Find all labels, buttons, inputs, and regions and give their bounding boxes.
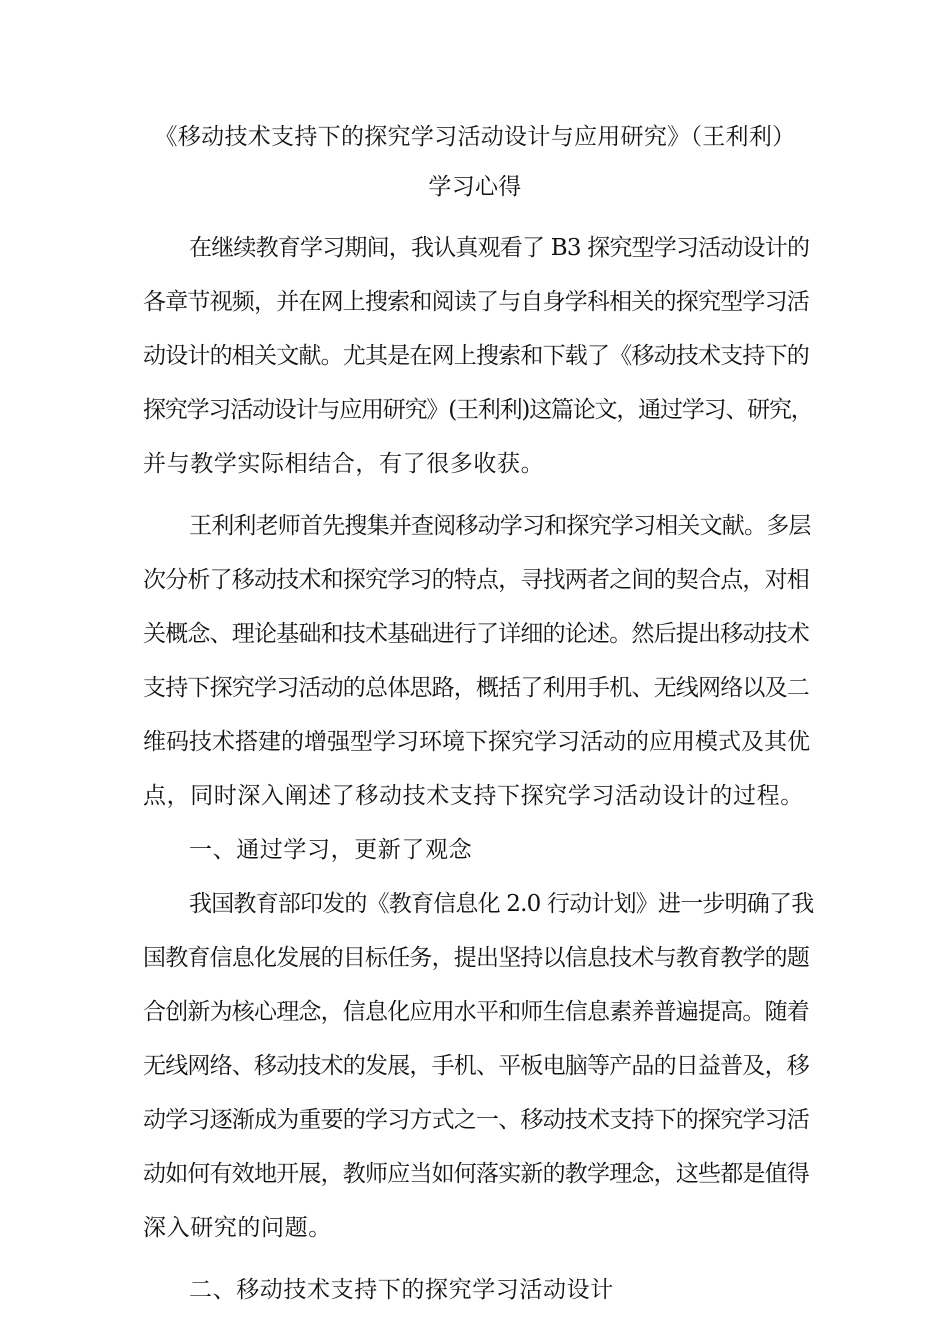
document-subtitle: 学习心得: [428, 174, 522, 200]
document-body: [143, 221, 813, 1317]
paragraph-line: 在继续教育学习期间，我认真观看了 B3 探究型学习活动设计的: [189, 235, 810, 261]
section-heading: 二、移动技术支持下的探究学习活动设计: [189, 1277, 614, 1303]
paragraph-line: 王利利老师首先搜集并查阅移动学习和探究学习相关文献。多层: [189, 513, 811, 539]
paragraph-line: 动学习逐渐成为重要的学习方式之一、移动技术支持下的探究学习活: [143, 1107, 810, 1133]
paragraph-line: 并与教学实际相结合，有了很多收获。: [143, 451, 545, 477]
paragraph-line: 维码技术搭建的增强型学习环境下探究学习活动的应用模式及其优: [143, 729, 810, 755]
paragraph-line: 深入研究的问题。: [143, 1215, 332, 1241]
paragraph-line: 关概念、理论基础和技术基础进行了详细的论述。然后提出移动技术: [143, 621, 810, 647]
paragraph-line: 国教育信息化发展的目标任务，提出坚持以信息技术与教育教学的题: [143, 945, 810, 971]
paragraph-line: 点，同时深入阐述了移动技术支持下探究学习活动设计的过程。: [143, 783, 804, 809]
document-title: 《移动技术支持下的探究学习活动设计与应用研究》（王利利）: [154, 124, 796, 150]
paragraph-line: 动如何有效地开展，教师应当如何落实新的教学理念，这些都是值得: [143, 1161, 810, 1187]
paragraph-line: 无线网络、移动技术的发展，手机、平板电脑等产品的日益普及，移: [143, 1053, 810, 1079]
paragraph-line: 支持下探究学习活动的总体思路，概括了利用手机、无线网络以及二: [143, 675, 810, 701]
paragraph-line: 次分析了移动技术和探究学习的特点，寻找两者之间的契合点，对相: [143, 567, 810, 593]
section-heading: 一、通过学习，更新了观念: [189, 837, 473, 863]
paragraph-line: 各章节视频，并在网上搜索和阅读了与自身学科相关的探究型学习活: [143, 289, 810, 315]
paragraph-line: 我国教育部印发的《教育信息化 2.0 行动计划》进一步明确了我: [189, 891, 814, 917]
paragraph-line: 动设计的相关文献。尤其是在网上搜索和下载了《移动技术支持下的: [143, 343, 810, 369]
paragraph-line: 探究学习活动设计与应用研究》(王利利)这篇论文，通过学习、研究，: [143, 397, 813, 423]
paragraph-line: 合创新为核心理念，信息化应用水平和师生信息素养普遍提高。随着: [143, 999, 810, 1025]
